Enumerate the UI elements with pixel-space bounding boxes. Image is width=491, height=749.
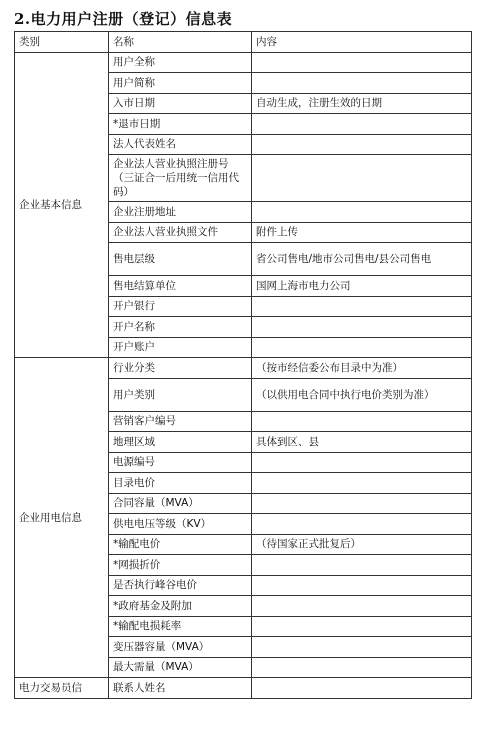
field-value-cell xyxy=(252,134,472,155)
field-name-cell: 行业分类 xyxy=(109,358,252,379)
field-name-cell: 企业法人营业执照文件 xyxy=(109,222,252,243)
page-title: 2.电力用户注册（登记）信息表 xyxy=(14,10,233,28)
field-value-cell: 自动生成，注册生效的日期 xyxy=(252,93,472,114)
field-name-cell: 售电结算单位 xyxy=(109,276,252,297)
category-cell: 企业用电信息 xyxy=(15,358,109,678)
header-content: 内容 xyxy=(252,32,472,53)
field-name-cell: *输配电损耗率 xyxy=(109,616,252,637)
field-value-cell xyxy=(252,411,472,432)
field-value-cell: （以供用电合同中执行电价类别为准） xyxy=(252,378,472,411)
field-value-cell xyxy=(252,337,472,358)
registration-table xyxy=(14,31,472,699)
field-value-cell xyxy=(252,473,472,494)
field-name-cell: 营销客户编号 xyxy=(109,411,252,432)
field-name-cell: 电源编号 xyxy=(109,452,252,473)
field-name-cell: *网损折价 xyxy=(109,555,252,576)
field-value-cell xyxy=(252,114,472,135)
field-value-cell xyxy=(252,296,472,317)
field-value-cell xyxy=(252,616,472,637)
field-name-cell: 用户全称 xyxy=(109,52,252,73)
table-header-row xyxy=(15,32,472,53)
field-value-cell xyxy=(252,575,472,596)
field-value-cell xyxy=(252,596,472,617)
field-value-cell xyxy=(252,317,472,338)
header-category: 类别 xyxy=(15,32,109,53)
field-name-cell: 企业注册地址 xyxy=(109,202,252,223)
field-value-cell: （按市经信委公布目录中为准） xyxy=(252,358,472,379)
field-name-cell: *政府基金及附加 xyxy=(109,596,252,617)
field-name-cell: *退市日期 xyxy=(109,114,252,135)
table-row xyxy=(15,678,472,699)
field-value-cell xyxy=(252,493,472,514)
field-name-cell: 供电电压等级（KV） xyxy=(109,514,252,535)
field-value-cell xyxy=(252,555,472,576)
category-cell: 电力交易员信 xyxy=(15,678,109,699)
field-value-cell xyxy=(252,637,472,658)
field-name-cell: 联系人姓名 xyxy=(109,678,252,699)
field-name-cell: 用户简称 xyxy=(109,73,252,94)
field-name-cell: 是否执行峰谷电价 xyxy=(109,575,252,596)
field-name-cell: 地理区域 xyxy=(109,432,252,453)
field-name-cell: 售电层级 xyxy=(109,243,252,276)
category-cell: 企业基本信息 xyxy=(15,52,109,358)
field-name-cell: 最大需量（MVA） xyxy=(109,657,252,678)
field-name-cell: 开户名称 xyxy=(109,317,252,338)
field-name-cell: 合同容量（MVA） xyxy=(109,493,252,514)
field-name-cell: 用户类别 xyxy=(109,378,252,411)
field-value-cell xyxy=(252,452,472,473)
table-row xyxy=(15,358,472,379)
field-name-cell: 目录电价 xyxy=(109,473,252,494)
field-value-cell xyxy=(252,678,472,699)
field-name-cell: 变压器容量（MVA） xyxy=(109,637,252,658)
field-value-cell xyxy=(252,73,472,94)
field-value-cell: （待国家正式批复后） xyxy=(252,534,472,555)
field-value-cell: 国网上海市电力公司 xyxy=(252,276,472,297)
table-row xyxy=(15,52,472,73)
field-name-cell: *输配电价 xyxy=(109,534,252,555)
field-value-cell xyxy=(252,52,472,73)
field-value-cell: 省公司售电/地市公司售电/县公司售电 xyxy=(252,243,472,276)
field-name-cell: 开户账户 xyxy=(109,337,252,358)
field-name-cell: 入市日期 xyxy=(109,93,252,114)
field-value-cell xyxy=(252,514,472,535)
field-value-cell: 附件上传 xyxy=(252,222,472,243)
field-name-cell: 法人代表姓名 xyxy=(109,134,252,155)
field-name-cell: 企业法人营业执照注册号（三证合一后用统一信用代码） xyxy=(109,155,252,202)
field-value-cell xyxy=(252,155,472,202)
field-name-cell: 开户银行 xyxy=(109,296,252,317)
field-value-cell: 具体到区、县 xyxy=(252,432,472,453)
header-name: 名称 xyxy=(109,32,252,53)
field-value-cell xyxy=(252,657,472,678)
field-value-cell xyxy=(252,202,472,223)
